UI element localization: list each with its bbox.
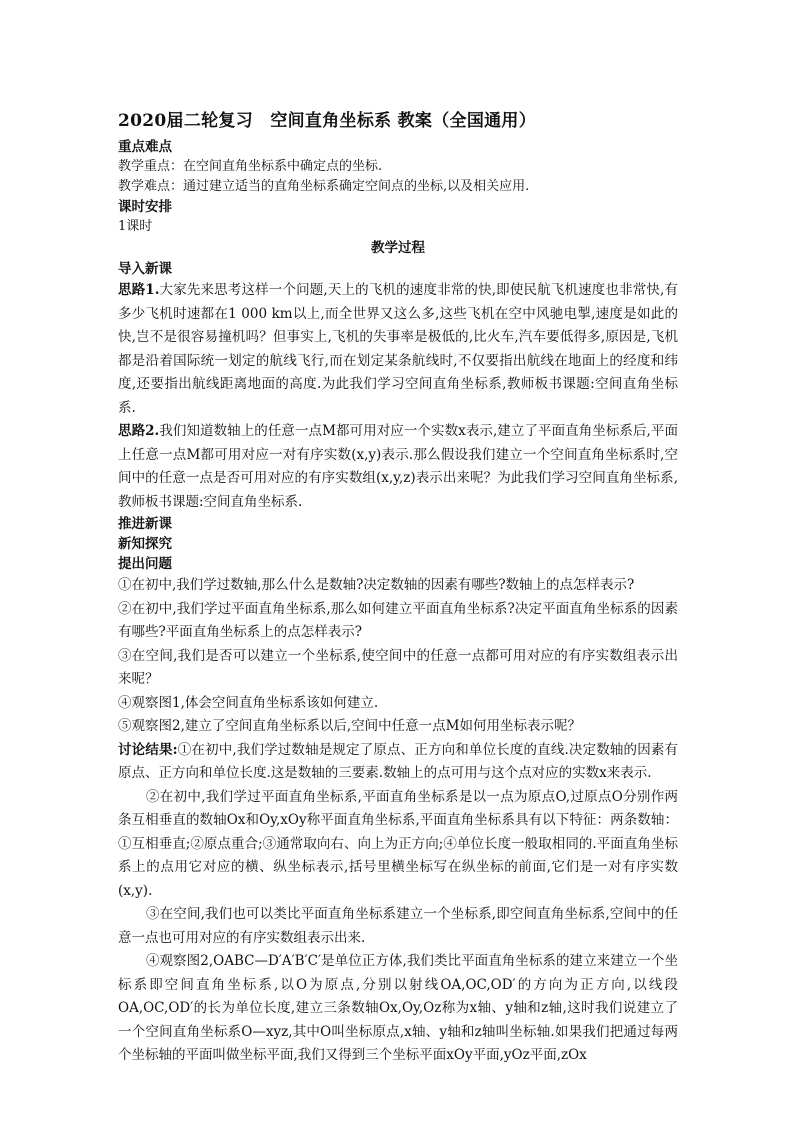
schedule-heading: 课时安排 xyxy=(118,199,172,215)
discussion-paragraph-3: ③在空间,我们也可以类比平面直角坐标系建立一个坐标系,即空间直角坐标系,空间中的任意一点也可用对应的有序实数组表示出来. xyxy=(118,906,678,946)
discussion-paragraph-1 xyxy=(118,739,678,786)
idea-1-paragraph xyxy=(118,279,678,420)
key-points-heading: 重点难点 xyxy=(118,139,172,155)
document-page xyxy=(118,106,678,1068)
discussion-text-1: ①在初中,我们学过数轴是规定了原点、正方向和单位长度的直线.决定数轴的因素有原点、正方向和单位长度.这是数轴的三要素.数轴上的点可用与这个点对应的实数x来表示. xyxy=(118,741,679,781)
idea-2-label: 思路2. xyxy=(118,423,160,439)
idea-2-text: 我们知道数轴上的任意一点M都可用对应一个实数x表示,建立了平面直角坐标系后,平面上任意一点M都可用对应一对有序实数(x,y)表示.那么假设我们建立一个空间直角坐标系时,空间中的任意一点是否可用对应的有序实数组(x,y,z)表示出来呢？为此我们学习空间直角坐标系,教师板书课题:空间直角坐标系. xyxy=(118,423,678,510)
question-item: ②在初中,我们学过平面直角坐标系,那么如何建立平面直角坐标系?决定平面直角坐标系的因素有哪些?平面直角坐标系上的点怎样表示? xyxy=(118,600,678,640)
discussion-label: 讨论结果: xyxy=(118,741,178,758)
teaching-difficulty: 教学难点：通过建立适当的直角坐标系确定空间点的坐标,以及相关应用. xyxy=(118,179,530,194)
discussion-paragraph-4: ④观察图2,OABC—D′A′B′C′是单位正方体,我们类比平面直角坐标系的建立来建立一个坐标系即空间直角坐标系,以O为原点,分别以射线OA,OC,OD′的方向为正方向,以线段OA,OC,OD′的长为单位长度,建立三条数轴Ox,Oy,Oz称为x轴、y轴和z轴,这时我们说建立了一个空间直角坐标系O—xyz,其中O叫坐标原点,x轴、y轴和z轴叫坐标轴.如果我们把通过每两个坐标轴的平面叫做坐标平面,我们又得到三个坐标平面xOy平面,yOz平面,zOx xyxy=(118,953,678,1063)
discussion-paragraph-2: ②在初中,我们学过平面直角坐标系,平面直角坐标系是以一点为原点O,过原点O分别作两条互相垂直的数轴Ox和Oy,xOy称平面直角坐标系,平面直角坐标系具有以下特征：两条数轴：①互相垂直;②原点重合;③通常取向右、向上为正方向;④单位长度一般取相同的.平面直角坐标系上的点用它对应的横、纵坐标表示,括号里横坐标写在纵坐标的前面,它们是一对有序实数(x,y). xyxy=(118,788,678,899)
process-heading: 教学过程 xyxy=(371,240,425,256)
schedule-value: 1课时 xyxy=(118,219,153,234)
teaching-focus: 教学重点：在空间直角坐标系中确定点的坐标. xyxy=(118,159,383,174)
question-item: ①在初中,我们学过数轴,那么什么是数轴?决定数轴的因素有哪些?数轴上的点怎样表示? xyxy=(118,577,635,593)
question-item: ④观察图1,体会空间直角坐标系该如何建立. xyxy=(118,694,379,711)
idea-2-paragraph xyxy=(118,420,678,514)
document-title: 2020届二轮复习 空间直角坐标系 教案（全国通用） xyxy=(118,111,537,131)
advance-heading: 推进新课 xyxy=(118,516,172,532)
question-item: ⑤观察图2,建立了空间直角坐标系以后,空间中任意一点M如何用坐标表示呢？ xyxy=(118,718,581,734)
intro-heading: 导入新课 xyxy=(118,261,172,277)
idea-1-label: 思路1. xyxy=(118,282,160,298)
questions-heading: 提出问题 xyxy=(118,556,172,572)
idea-1-text: 大家先来思考这样一个问题,天上的飞机的速度非常的快,即使民航飞机速度也非常快,有多少飞机时速都在1 000 km以上,而全世界又这么多,这些飞机在空中风驰电掣,速度是如此的快,岂不是很容易撞机吗？但事实上,飞机的失事率是极低的,比火车,汽车要低得多,原因是,飞机都是沿着国际统一划定的航线飞行,而在划定某条航线时,不仅要指出航线在地面上的经度和纬度,还要指出航线距离地面的高度.为此我们学习空间直角坐标系,教师板书课题:空间直角坐标系. xyxy=(118,282,678,416)
question-item: ③在空间,我们是否可以建立一个坐标系,使空间中的任意一点都可用对应的有序实数组表示出来呢？ xyxy=(118,647,678,687)
explore-heading: 新知探究 xyxy=(118,536,172,552)
